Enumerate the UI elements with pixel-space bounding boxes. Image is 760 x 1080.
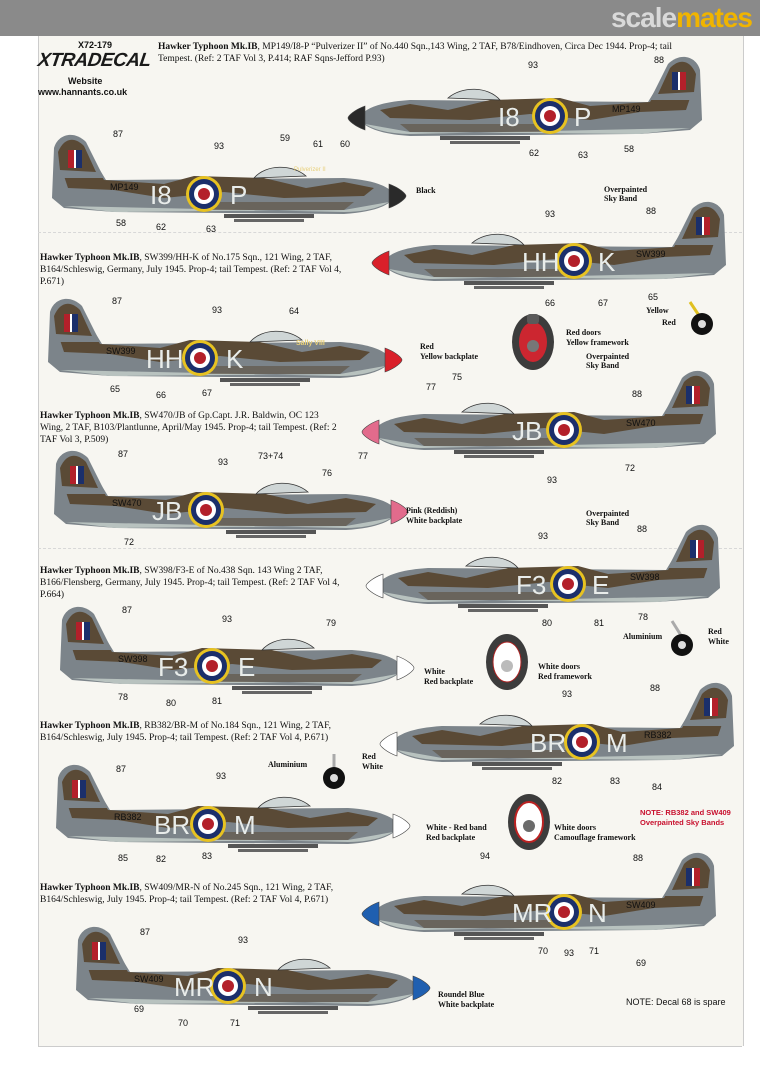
label-white-doors-camo: White doors Camouflage framework — [554, 823, 636, 842]
decal-number: 88 — [633, 853, 644, 863]
decal-number: 67 — [598, 298, 609, 308]
decal-number: 82 — [156, 854, 167, 864]
caption-sw409: Hawker Typhoon Mk.IB, SW409/MR-N of No.245 Sqn., 121 Wing, 2 TAF, B164/Schleswig, July 1945. Prop-4; tail Tempest. (Ref: 2 TAF Vol 4, P.671) — [40, 883, 334, 905]
label-overpainted-sky: Overpainted Sky Band — [586, 352, 630, 370]
caption-sw399: Hawker Typhoon Mk.IB, SW399/HH-K of No.175 Sqn., 121 Wing, 2 TAF, B164/Schleswig, Germany, July 1945. Prop-4; tail Tempest. (Ref: 2 TAF Vol 4, P.671) — [40, 253, 342, 287]
aircraft-letter: N — [588, 898, 607, 928]
decal-number: 94 — [480, 851, 491, 861]
decal-number: 83 — [610, 776, 621, 786]
decal-number: 87 — [112, 296, 123, 306]
squadron-code-letters: F3 — [516, 570, 547, 600]
decal-number: 88 — [650, 683, 661, 693]
decal-number: 93 — [528, 60, 539, 70]
nose-art-sally: Sally VIII — [296, 340, 325, 347]
decal-number: 58 — [116, 218, 127, 228]
squadron-code-letters: I8 — [498, 102, 520, 132]
decal-number: 93 — [562, 689, 573, 699]
serial-number: SW399 — [106, 346, 136, 356]
decal-number: 82 — [552, 776, 563, 786]
decal-number: 73+74 — [258, 451, 284, 461]
decal-number: 88 — [637, 524, 648, 534]
typhoon-profile-sw470 — [364, 364, 724, 464]
aluminium-wheel-icon — [666, 617, 700, 659]
label-overpainted-sky: Overpainted Sky Band — [586, 509, 630, 527]
label-red-white: Red White — [708, 627, 729, 646]
squadron-code-letters: MR — [512, 898, 553, 928]
squadron-code-letters: JB — [152, 496, 183, 526]
decal-number: 71 — [589, 946, 600, 956]
decal-number: 93 — [212, 305, 223, 315]
label-red-yellow-backplate: Red Yellow backplate — [420, 342, 478, 361]
nose-art-pulverizer: Pulverizer II — [294, 167, 326, 173]
squadron-code-letters: I8 — [150, 180, 172, 210]
decal-number: 75 — [452, 372, 463, 382]
decal-number: 63 — [206, 224, 217, 234]
decal-number: 69 — [134, 1004, 145, 1014]
caption-mp149: Hawker Typhoon Mk.IB, MP149/I8-P “Pulverizer II” of No.440 Sqn.,143 Wing, 2 TAF, B78/Eindhoven, Circa Dec 1944. Prop-4; tail Tempest. (Ref: 2 TAF Vol 3, P.414; RAF Sqns-Jefford P.93) — [158, 42, 673, 64]
squadron-code-letters: F3 — [158, 652, 189, 682]
decal-number: 71 — [230, 1018, 241, 1028]
decal-number: 93 — [564, 948, 575, 958]
aircraft-letter: K — [226, 344, 244, 374]
decal-number: 69 — [636, 958, 647, 968]
squadron-code-letters: JB — [512, 416, 543, 446]
decal-number: 78 — [638, 612, 649, 622]
decal-number: 93 — [238, 935, 249, 945]
aircraft-letter: P — [230, 180, 248, 210]
decal-number: 93 — [545, 209, 556, 219]
caption-sw470: Hawker Typhoon Mk.IB, SW470/JB of Gp.Capt. J.R. Baldwin, OC 123 Wing, 2 TAF, B103/Plantlunne, April/May 1945. Prop-4; tail Tempest. (Ref: 2 TAF Vol 3, P.509) — [40, 411, 337, 445]
decal-number: 83 — [202, 851, 213, 861]
decal-number: 66 — [156, 390, 167, 400]
site-header-bar — [0, 0, 760, 36]
decal-number: 93 — [538, 531, 549, 541]
label-red-doors: Red doors Yellow framework — [566, 328, 629, 347]
aircraft-letter: K — [598, 247, 616, 277]
decal-number: 85 — [118, 853, 129, 863]
decal-number: 80 — [542, 618, 553, 628]
squadron-code-letters: HH — [522, 247, 560, 277]
sheet-bottom-edge — [38, 1046, 742, 1047]
product-code: X72-179 — [78, 40, 113, 50]
decal-number: 93 — [547, 475, 558, 485]
decal-number: 93 — [214, 141, 225, 151]
decal-number: 93 — [216, 771, 227, 781]
decal-number: 77 — [426, 382, 437, 392]
squadron-code-letters: MR — [174, 972, 215, 1002]
white-red-band-backplate-icon — [506, 790, 552, 854]
decal-number: 77 — [358, 451, 369, 461]
decal-number: 59 — [280, 133, 291, 143]
decal-number: 70 — [178, 1018, 189, 1028]
serial-number: SW398 — [630, 572, 660, 582]
decal-number: 79 — [326, 618, 337, 628]
note-decal-68-spare: NOTE: Decal 68 is spare — [626, 997, 726, 1007]
decal-number: 87 — [122, 605, 133, 615]
caption-rb382: Hawker Typhoon Mk.IB, RB382/BR-M of No.184 Sqn., 121 Wing, 2 TAF, B164/Schleswig, July 1945. Prop-4; tail Tempest. (Ref: 2 TAF Vol 4, P.671) — [40, 721, 331, 743]
decal-number: 60 — [340, 139, 351, 149]
decal-number: 84 — [652, 782, 663, 792]
label-red-white: Red White — [362, 752, 383, 771]
decal-number: 88 — [646, 206, 657, 216]
aircraft-letter: E — [238, 652, 256, 682]
aircraft-letter: N — [254, 972, 273, 1002]
decal-number: 87 — [118, 449, 129, 459]
caption-sw398: Hawker Typhoon Mk.IB, SW398/F3-E of No.438 Sqn. 143 Wing 2 TAF, B166/Flensberg, Germany, July 1945. Prop-4; tail Tempest. (Ref: 2 TAF Vol 4, P.664) — [40, 566, 340, 600]
decal-number: 70 — [538, 946, 549, 956]
serial-number: SW409 — [134, 974, 164, 984]
decal-number: 87 — [140, 927, 151, 937]
serial-number: MP149 — [110, 182, 139, 192]
decal-number: 64 — [289, 306, 300, 316]
decal-number: 76 — [322, 468, 333, 478]
decal-number: 88 — [654, 55, 665, 65]
squadron-code-letters: BR — [530, 728, 567, 758]
decal-number: 67 — [202, 388, 213, 398]
aluminium-wheel-icon — [318, 752, 352, 794]
label-aluminium: Aluminium — [623, 632, 663, 641]
decal-number: 65 — [648, 292, 659, 302]
decal-number: 80 — [166, 698, 177, 708]
label-white-doors: White doors Red framework — [538, 662, 592, 681]
aircraft-letter: E — [592, 570, 610, 600]
decal-number: 72 — [124, 537, 135, 547]
label-black: Black — [416, 186, 436, 195]
serial-number: RB382 — [644, 730, 672, 740]
decal-number: 93 — [222, 614, 233, 624]
decal-number: 72 — [625, 463, 636, 473]
serial-number: SW470 — [626, 418, 656, 428]
serial-number: RB382 — [114, 812, 142, 822]
red-nose-backplate-icon — [510, 310, 556, 372]
serial-number: SW409 — [626, 900, 656, 910]
squadron-code-letters: BR — [154, 810, 191, 840]
label-overpainted-sky: Overpainted Sky Band — [604, 185, 648, 203]
typhoon-profile-rb382 — [48, 758, 408, 858]
decal-number: 61 — [313, 139, 324, 149]
scalemates-logo[interactable]: scalemates — [610, 2, 752, 33]
decal-number: 87 — [113, 129, 124, 139]
decal-number: 63 — [578, 150, 589, 160]
decal-number: 62 — [156, 222, 167, 232]
decal-number: 93 — [218, 457, 229, 467]
label-pink: Pink (Reddish) White backplate — [406, 506, 463, 525]
yellow-wheel-icon — [684, 298, 718, 340]
decal-number: 78 — [118, 692, 129, 702]
label-aluminium: Aluminium — [268, 760, 308, 769]
squadron-code-letters: HH — [146, 344, 184, 374]
label-roundel-blue: Roundel Blue White backplate — [438, 990, 495, 1009]
decal-number: 81 — [212, 696, 223, 706]
label-red: Red — [662, 318, 676, 327]
aircraft-letter: M — [606, 728, 628, 758]
website-url[interactable]: www.hannants.co.uk — [38, 87, 128, 97]
decal-number: 88 — [632, 389, 643, 399]
decal-number: 58 — [624, 144, 635, 154]
white-nose-backplate-icon — [484, 630, 530, 692]
website-label: Website — [68, 76, 103, 86]
label-yellow: Yellow — [646, 306, 669, 315]
decal-number: 65 — [110, 384, 121, 394]
label-white-red-band: White - Red band Red backplate — [426, 823, 487, 842]
note-overpainted-sky-bands: NOTE: RB382 and SW409 Overpainted Sky Bands — [640, 808, 731, 827]
label-white-red-backplate: White Red backplate — [424, 667, 474, 686]
serial-number: SW398 — [118, 654, 148, 664]
decal-number: 81 — [594, 618, 605, 628]
decal-number: 87 — [116, 764, 127, 774]
aircraft-letter: M — [234, 810, 256, 840]
decal-number: 66 — [545, 298, 556, 308]
xtradecal-logo: XTRADECAL — [36, 50, 153, 71]
serial-number: SW470 — [112, 498, 142, 508]
serial-number: SW399 — [636, 249, 666, 259]
serial-number: MP149 — [612, 104, 641, 114]
decal-number: 62 — [529, 148, 540, 158]
aircraft-letter: P — [574, 102, 592, 132]
